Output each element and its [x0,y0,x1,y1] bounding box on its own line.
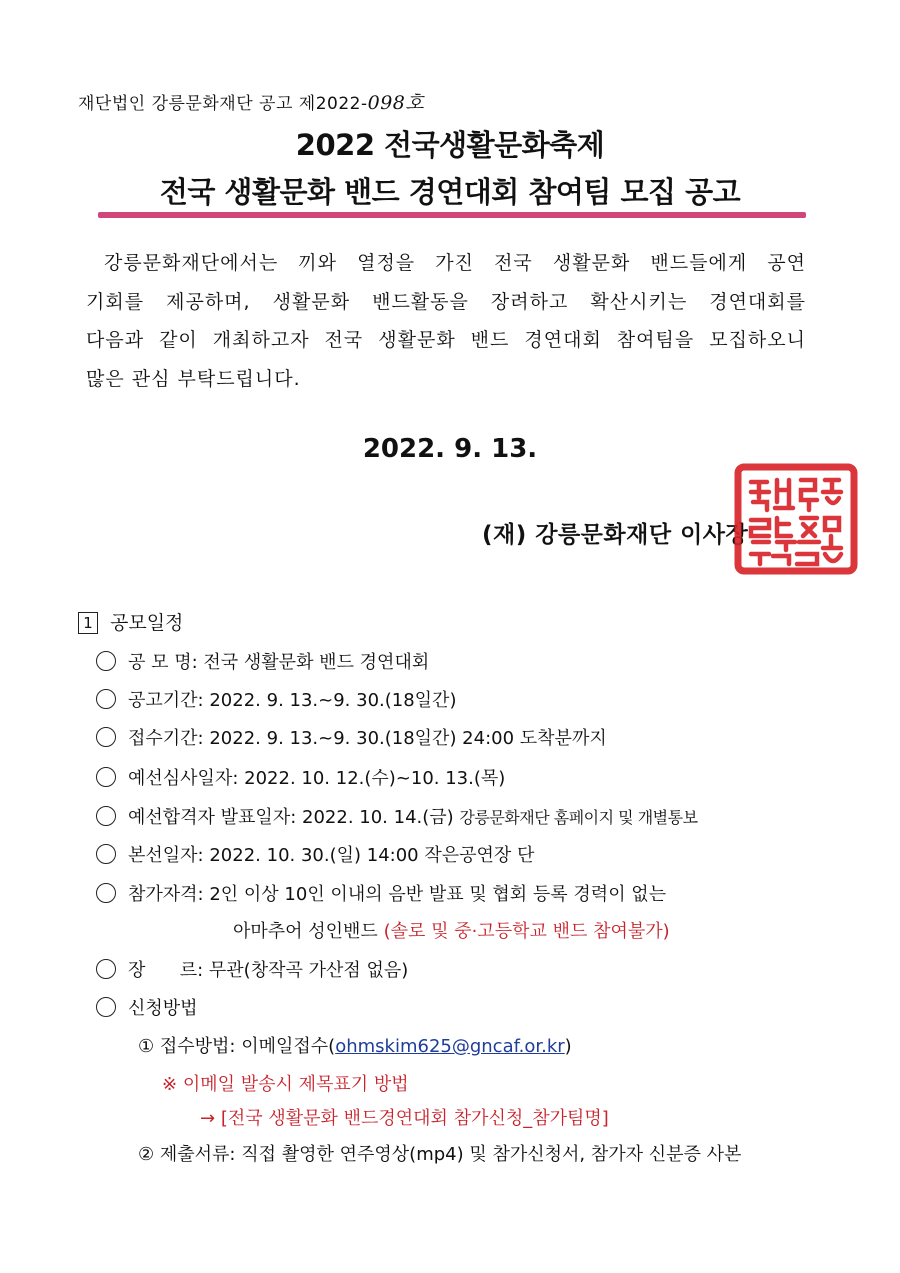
bullet-circle-icon [96,997,116,1017]
note-mark: ※ [162,1074,178,1095]
subject-format: [전국 생활문화 밴드경연대회 참가신청_참가팀명] [220,1108,609,1129]
item-label: 신청방법 [128,998,198,1019]
item-value: 2022. 10. 12.(수)~10. 13.(목) [244,768,506,789]
apply-item-label: 제출서류: [159,1144,236,1165]
section-heading [78,608,183,635]
bullet-circle-icon [96,806,116,826]
note-text: 이메일 발송시 제목표기 방법 [182,1074,409,1095]
apply-item-label: 접수방법: [159,1036,236,1057]
apply-item-number: ② [138,1144,155,1165]
issuer-name: (재) 강릉문화재단 이사장 [482,522,749,548]
item-value: 2인 이상 10인 이내의 음반 발표 및 협회 등록 경력이 없는 [209,884,667,905]
section-number-box: 1 [78,612,98,634]
schedule-item-final [96,841,534,867]
item-value: 2022. 10. 14.(금) [302,807,454,828]
item-warning: (솔로 및 중·고등학교 밴드 참여불가) [383,921,670,942]
item-label: 장 르: [128,960,204,981]
item-label: 접수기간: [128,728,204,749]
apply-item-value: 이메일접수( [241,1036,336,1057]
schedule-item-period [96,686,456,712]
schedule-item-apply [96,994,198,1020]
bullet-circle-icon [96,727,116,747]
official-seal [733,462,859,576]
email-link[interactable]: ohmskim625@gncaf.or.kr [335,1036,565,1057]
intro-line-1: 강릉문화재단에서는 끼와 열정을 가진 전국 생활문화 밴드들에게 공연 [104,252,806,274]
item-value: 2022. 10. 30.(일) 14:00 작은공연장 단 [209,845,535,866]
item-label: 예선심사일자: [128,768,239,789]
bullet-circle-icon [96,844,116,864]
bullet-circle-icon [96,651,116,671]
notice-number-handwritten: 098호 [367,92,425,114]
page-title-line1: 2022 전국생활문화축제 [295,128,605,162]
page-title-line2: 전국 생활문화 밴드 경연대회 참여팀 모집 공고 [159,175,741,209]
notice-number-prefix: 재단법인 강릉문화재단 공고 제2022- [78,94,368,114]
bullet-circle-icon [96,883,116,903]
item-label: 공 모 명: [128,652,198,673]
item-value: 무관(창작곡 가산점 없음) [208,960,409,981]
arrow-icon: → [200,1108,216,1129]
schedule-item-genre [96,956,408,982]
bullet-circle-icon [96,767,116,787]
item-label: 참가자격: [128,884,204,905]
apply-item-1 [138,1032,572,1058]
item-label: 본선일자: [128,845,204,866]
apply-item-number: ① [138,1036,155,1057]
apply-item-value: 직접 촬영한 연주영상(mp4) 및 참가신청서, 참가자 신분증 사본 [241,1144,742,1165]
apply-item-suffix: ) [564,1036,572,1057]
schedule-item-announce [96,803,698,829]
item-value: 전국 생활문화 밴드 경연대회 [203,652,430,673]
item-note: 강릉문화재단 홈페이지 및 개별통보 [459,808,698,827]
intro-line-4: 많은 관심 부탁드립니다. [86,367,301,390]
bullet-circle-icon [96,959,116,979]
schedule-item-qualification-cont [233,917,670,943]
item-value: 아마추어 성인밴드 [233,921,378,942]
intro-line-2: 기회를 제공하며, 생활문화 밴드활동을 장려하고 확산시키는 경연대회를 [86,290,806,313]
schedule-item-prelim [96,764,505,790]
apply-item-2 [138,1140,741,1166]
title-underline [98,212,806,218]
intro-line-3: 다음과 같이 개최하고자 전국 생활문화 밴드 경연대회 참여팀을 모집하오니 [86,329,806,351]
schedule-item-name [96,648,429,674]
email-subject-note [162,1070,409,1096]
schedule-item-reception [96,724,607,750]
item-label: 공고기간: [128,690,204,711]
item-label: 예선합격자 발표일자: [128,807,297,828]
email-subject-format [200,1104,609,1130]
notice-date: 2022. 9. 13. [362,434,538,464]
item-value: 2022. 9. 13.~9. 30.(18일간) [209,690,457,711]
intro-paragraph [86,244,806,398]
schedule-item-qualification [96,880,666,906]
bullet-circle-icon [96,689,116,709]
notice-number [78,88,424,115]
item-value: 2022. 9. 13.~9. 30.(18일간) 24:00 도착분까지 [209,728,607,749]
section-title: 공모일정 [110,612,184,634]
